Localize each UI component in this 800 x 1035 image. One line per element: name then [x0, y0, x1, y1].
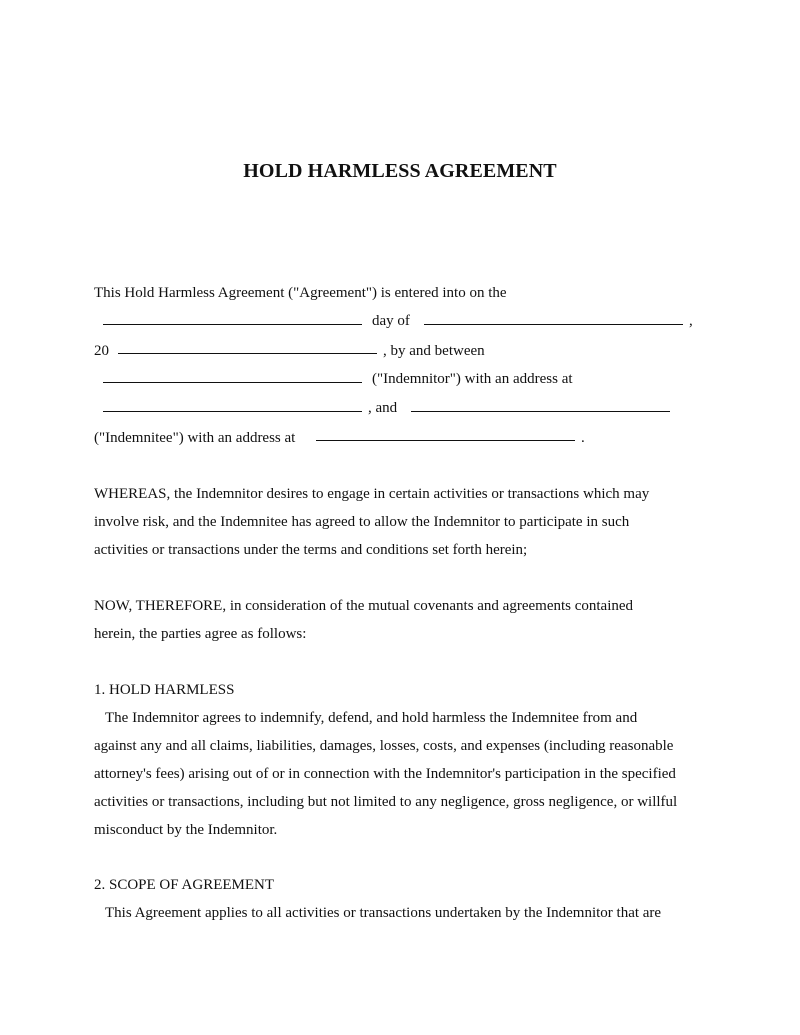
now-therefore-line-2: herein, the parties agree as follows:: [94, 626, 307, 642]
blank-indemnitee-address[interactable]: [316, 440, 575, 441]
section-2-line-1: This Agreement applies to all activities or transactions undertaken by the Indemnitor that are: [105, 905, 662, 921]
blank-year[interactable]: [118, 353, 377, 354]
year-prefix-label: 20: [94, 343, 109, 359]
now-therefore-line-1: NOW, THEREFORE, in consideration of the mutual covenants and agreements contained: [94, 598, 634, 614]
document-title: HOLD HARMLESS AGREEMENT: [243, 160, 557, 182]
whereas-line-2: involve risk, and the Indemnitee has agreed to allow the Indemnitor to participate in such: [94, 514, 630, 530]
whereas-line-1: WHEREAS, the Indemnitor desires to engage in certain activities or transactions which may: [94, 486, 650, 502]
by-and-between-label: , by and between: [383, 343, 485, 359]
section-2-heading: 2. SCOPE OF AGREEMENT: [94, 877, 275, 893]
blank-indemnitor-name[interactable]: [103, 382, 362, 383]
comma-label: ,: [689, 313, 693, 329]
section-1-line-3: attorney's fees) arising out of or in connection with the Indemnitor's participation in the specified: [94, 766, 676, 782]
blank-month[interactable]: [424, 324, 683, 325]
section-1-line-5: misconduct by the Indemnitor.: [94, 822, 278, 838]
day-of-label: day of: [372, 313, 410, 329]
blank-indemnitor-address[interactable]: [103, 411, 362, 412]
section-1-heading: 1. HOLD HARMLESS: [94, 682, 235, 698]
indemnitor-address-label: ("Indemnitor") with an address at: [372, 371, 573, 387]
intro-line-1: This Hold Harmless Agreement ("Agreement") is entered into on the: [94, 285, 507, 301]
section-1-line-1: The Indemnitor agrees to indemnify, defend, and hold harmless the Indemnitee from and: [105, 710, 638, 726]
section-1-line-2: against any and all claims, liabilities, damages, losses, costs, and expenses (including reasonable: [94, 738, 674, 754]
blank-indemnitee-name[interactable]: [411, 411, 670, 412]
period-label: .: [581, 430, 585, 446]
whereas-line-3: activities or transactions under the terms and conditions set forth herein;: [94, 542, 528, 558]
and-label: , and: [368, 400, 398, 416]
blank-day[interactable]: [103, 324, 362, 325]
indemnitee-address-label: ("Indemnitee") with an address at: [94, 430, 296, 446]
section-1-line-4: activities or transactions, including but not limited to any negligence, gross negligence, or willful: [94, 794, 678, 810]
